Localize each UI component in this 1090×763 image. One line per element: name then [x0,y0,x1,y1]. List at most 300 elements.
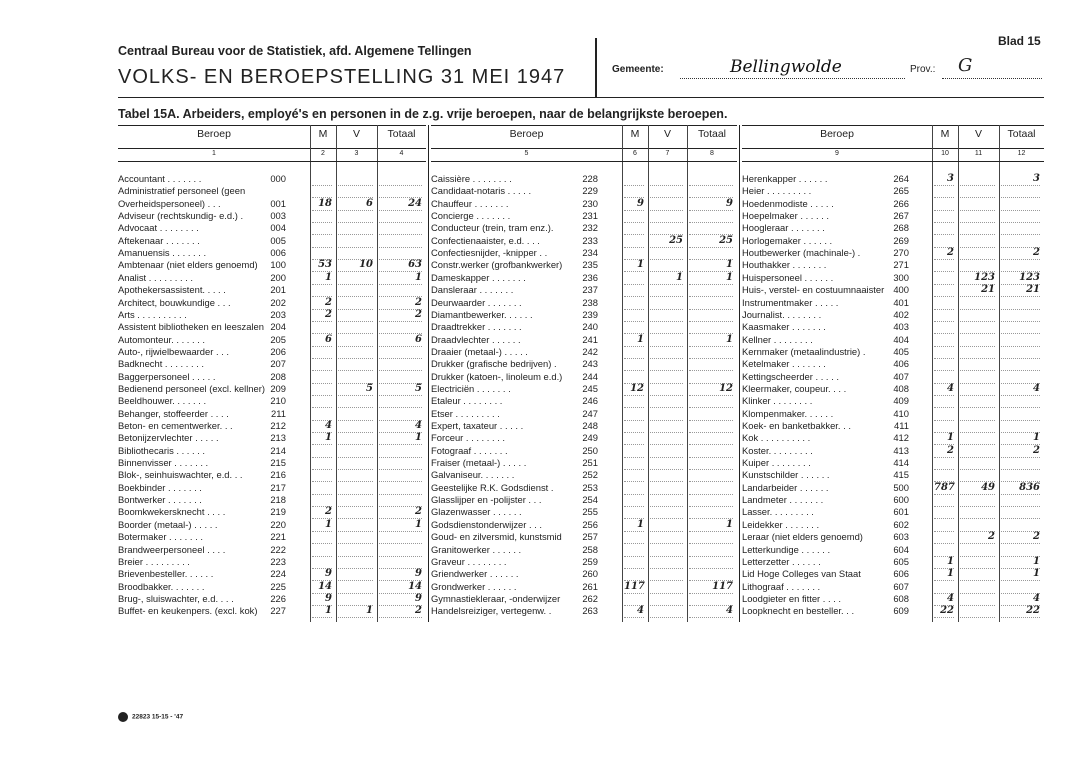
count-male[interactable]: 4 [624,605,644,618]
count-female[interactable] [338,222,373,235]
count-female[interactable] [650,420,683,433]
count-female[interactable] [650,593,683,606]
count-female[interactable] [960,605,995,618]
count-male[interactable]: 2 [934,445,954,458]
count-total[interactable] [689,395,733,408]
count-total[interactable] [379,284,422,297]
count-male[interactable]: 1 [624,519,644,532]
count-total[interactable] [1001,358,1040,371]
count-female[interactable] [338,506,373,519]
count-female[interactable] [960,222,995,235]
count-total[interactable]: 3 [1001,173,1040,186]
count-female[interactable] [960,420,995,433]
count-total[interactable] [689,210,733,223]
count-total[interactable] [689,321,733,334]
count-total[interactable]: 1 [689,334,733,347]
count-female[interactable] [650,531,683,544]
count-male[interactable]: 1 [624,334,644,347]
count-total[interactable] [1001,198,1040,211]
count-total[interactable] [1001,334,1040,347]
count-female[interactable] [960,259,995,272]
count-male[interactable] [624,568,644,581]
count-male[interactable] [934,210,954,223]
count-female[interactable] [960,593,995,606]
count-male[interactable] [624,395,644,408]
count-female[interactable] [338,321,373,334]
count-female[interactable] [650,222,683,235]
count-male[interactable]: 1 [934,568,954,581]
count-total[interactable] [379,222,422,235]
count-male[interactable] [934,371,954,384]
count-male[interactable] [312,494,332,507]
count-total[interactable] [1001,395,1040,408]
count-total[interactable] [379,173,422,186]
count-male[interactable]: 9 [624,198,644,211]
count-male[interactable] [624,371,644,384]
count-male[interactable] [312,321,332,334]
count-female[interactable] [338,494,373,507]
count-total[interactable] [689,494,733,507]
count-female[interactable] [338,432,373,445]
count-total[interactable] [1001,544,1040,557]
count-female[interactable] [650,358,683,371]
count-total[interactable] [1001,222,1040,235]
count-total[interactable] [689,432,733,445]
count-male[interactable]: 12 [624,383,644,396]
count-female[interactable] [650,457,683,470]
count-female[interactable] [650,445,683,458]
count-male[interactable]: 1 [312,605,332,618]
count-female[interactable] [650,432,683,445]
count-total[interactable]: 2 [379,297,422,310]
count-male[interactable] [934,198,954,211]
count-female[interactable] [960,371,995,384]
count-male[interactable] [624,457,644,470]
count-male[interactable]: 2 [934,247,954,260]
count-female[interactable] [650,371,683,384]
count-female[interactable] [650,544,683,557]
count-total[interactable]: 22 [1001,605,1040,618]
count-female[interactable]: 5 [338,383,373,396]
count-female[interactable]: 123 [960,272,995,285]
count-total[interactable]: 1 [689,519,733,532]
count-total[interactable]: 1 [1001,432,1040,445]
count-male[interactable]: 1 [312,432,332,445]
count-total[interactable] [689,346,733,359]
count-male[interactable]: 18 [312,198,332,211]
count-total[interactable]: 63 [379,259,422,272]
count-male[interactable] [312,185,332,198]
count-total[interactable] [1001,506,1040,519]
count-total[interactable] [1001,235,1040,248]
count-female[interactable] [650,605,683,618]
count-female[interactable] [960,334,995,347]
count-female[interactable] [338,408,373,421]
count-total[interactable]: 2 [1001,445,1040,458]
count-male[interactable] [312,210,332,223]
count-female[interactable] [960,408,995,421]
count-female[interactable] [650,198,683,211]
count-total[interactable] [379,445,422,458]
count-male[interactable] [934,297,954,310]
count-male[interactable] [624,506,644,519]
count-male[interactable] [934,544,954,557]
count-female[interactable]: 1 [338,605,373,618]
count-male[interactable] [624,420,644,433]
count-total[interactable] [379,556,422,569]
count-male[interactable] [934,235,954,248]
count-total[interactable] [1001,309,1040,322]
count-male[interactable] [934,358,954,371]
count-total[interactable]: 24 [379,198,422,211]
count-total[interactable]: 9 [689,198,733,211]
count-female[interactable] [650,506,683,519]
count-female[interactable] [338,593,373,606]
count-female[interactable] [338,469,373,482]
count-total[interactable] [1001,210,1040,223]
count-total[interactable] [689,457,733,470]
count-female[interactable] [338,395,373,408]
count-female[interactable] [338,284,373,297]
count-total[interactable] [379,358,422,371]
count-female[interactable] [960,198,995,211]
count-female[interactable] [338,173,373,186]
count-female[interactable] [960,506,995,519]
count-female[interactable] [650,469,683,482]
count-male[interactable]: 1 [934,432,954,445]
count-total[interactable] [689,185,733,198]
count-total[interactable]: 4 [689,605,733,618]
count-total[interactable] [689,371,733,384]
count-total[interactable]: 2 [379,309,422,322]
count-total[interactable] [689,482,733,495]
count-total[interactable]: 1 [379,519,422,532]
count-female[interactable] [338,482,373,495]
count-male[interactable] [624,482,644,495]
count-female[interactable] [338,334,373,347]
count-female[interactable] [338,581,373,594]
count-total[interactable]: 1 [1001,568,1040,581]
count-total[interactable] [1001,408,1040,421]
count-male[interactable] [934,581,954,594]
count-total[interactable] [689,173,733,186]
count-female[interactable] [338,519,373,532]
count-total[interactable] [689,408,733,421]
count-total[interactable] [379,531,422,544]
count-female[interactable] [960,309,995,322]
count-male[interactable]: 4 [934,383,954,396]
count-female[interactable] [338,556,373,569]
count-total[interactable] [1001,346,1040,359]
count-female[interactable] [960,568,995,581]
count-female[interactable] [338,531,373,544]
count-female[interactable] [960,469,995,482]
count-female[interactable] [338,210,373,223]
count-total[interactable] [689,222,733,235]
count-male[interactable] [934,408,954,421]
count-female[interactable]: 2 [960,531,995,544]
count-female[interactable] [960,185,995,198]
count-female[interactable] [338,544,373,557]
count-male[interactable] [934,395,954,408]
count-total[interactable] [689,506,733,519]
count-total[interactable] [1001,321,1040,334]
count-male[interactable] [624,173,644,186]
count-total[interactable] [379,247,422,260]
count-female[interactable] [338,185,373,198]
count-male[interactable]: 53 [312,259,332,272]
count-male[interactable] [624,235,644,248]
count-total[interactable]: 117 [689,581,733,594]
count-female[interactable]: 6 [338,198,373,211]
count-total[interactable] [379,210,422,223]
count-male[interactable] [934,457,954,470]
count-female[interactable] [960,457,995,470]
count-male[interactable] [312,544,332,557]
count-total[interactable]: 1 [689,259,733,272]
count-male[interactable]: 14 [312,581,332,594]
count-female[interactable] [650,309,683,322]
count-male[interactable]: 2 [312,309,332,322]
count-female[interactable] [960,321,995,334]
count-female[interactable] [650,556,683,569]
count-total[interactable]: 836 [1001,482,1040,495]
count-male[interactable] [624,210,644,223]
count-female[interactable] [650,173,683,186]
count-total[interactable] [689,531,733,544]
count-male[interactable] [934,272,954,285]
count-male[interactable]: 117 [624,580,645,592]
count-total[interactable]: 4 [1001,593,1040,606]
count-female[interactable] [650,346,683,359]
count-total[interactable]: 1 [1001,556,1040,569]
count-male[interactable] [624,408,644,421]
count-male[interactable] [312,284,332,297]
count-total[interactable] [1001,185,1040,198]
count-total[interactable] [689,358,733,371]
count-total[interactable]: 5 [379,383,422,396]
count-total[interactable]: 2 [379,605,422,618]
count-total[interactable] [379,408,422,421]
count-female[interactable] [650,321,683,334]
count-female[interactable] [960,581,995,594]
count-total[interactable]: 9 [379,568,422,581]
count-total[interactable] [689,309,733,322]
count-total[interactable] [379,371,422,384]
count-female[interactable] [960,297,995,310]
count-female[interactable] [650,284,683,297]
count-female[interactable] [960,383,995,396]
count-total[interactable] [1001,420,1040,433]
count-female[interactable] [650,408,683,421]
count-female[interactable] [960,358,995,371]
count-male[interactable]: 4 [934,593,954,606]
count-male[interactable] [624,494,644,507]
count-total[interactable] [379,469,422,482]
count-female[interactable]: 49 [960,482,995,495]
count-female[interactable] [650,334,683,347]
count-male[interactable] [934,494,954,507]
count-female[interactable] [650,494,683,507]
count-male[interactable] [624,284,644,297]
count-male[interactable] [934,321,954,334]
count-female[interactable] [338,358,373,371]
count-male[interactable]: 1 [624,259,644,272]
count-total[interactable]: 12 [689,383,733,396]
count-male[interactable] [934,531,954,544]
count-total[interactable] [1001,469,1040,482]
count-female[interactable] [338,445,373,458]
count-male[interactable] [624,309,644,322]
count-male[interactable] [312,457,332,470]
count-total[interactable] [379,235,422,248]
count-male[interactable] [624,432,644,445]
count-male[interactable] [934,222,954,235]
count-male[interactable] [624,556,644,569]
count-female[interactable] [960,556,995,569]
count-male[interactable] [312,531,332,544]
count-female[interactable] [650,568,683,581]
count-male[interactable] [312,383,332,396]
count-male[interactable] [312,445,332,458]
count-male[interactable] [934,284,954,297]
count-female[interactable] [650,383,683,396]
count-total[interactable] [689,420,733,433]
count-female[interactable] [338,247,373,260]
count-female[interactable] [960,173,995,186]
count-male[interactable] [934,309,954,322]
count-male[interactable] [312,556,332,569]
count-total[interactable]: 4 [379,420,422,433]
count-male[interactable]: 1 [312,272,332,285]
count-female[interactable] [960,247,995,260]
count-total[interactable] [379,185,422,198]
count-female[interactable] [338,568,373,581]
count-total[interactable] [1001,581,1040,594]
count-female[interactable] [960,494,995,507]
count-total[interactable]: 9 [379,593,422,606]
count-female[interactable] [338,309,373,322]
count-total[interactable] [1001,494,1040,507]
count-total[interactable] [1001,259,1040,272]
count-male[interactable] [624,346,644,359]
count-male[interactable] [624,222,644,235]
count-female[interactable] [338,420,373,433]
count-total[interactable] [689,593,733,606]
count-female[interactable] [650,210,683,223]
count-male[interactable]: 4 [312,420,332,433]
count-male[interactable] [312,408,332,421]
count-female[interactable] [338,457,373,470]
count-total[interactable] [1001,457,1040,470]
count-male[interactable]: 9 [312,568,332,581]
count-male[interactable] [624,544,644,557]
count-total[interactable] [379,321,422,334]
count-male[interactable]: 3 [934,173,954,186]
count-male[interactable] [312,247,332,260]
count-female[interactable] [650,581,683,594]
count-female[interactable] [650,482,683,495]
count-male[interactable] [624,247,644,260]
count-male[interactable] [312,482,332,495]
count-male[interactable]: 1 [312,519,332,532]
count-total[interactable] [689,445,733,458]
count-male[interactable] [624,185,644,198]
count-total[interactable] [689,247,733,260]
count-male[interactable] [934,519,954,532]
count-female[interactable] [338,371,373,384]
count-male[interactable]: 1 [934,556,954,569]
count-male[interactable] [934,185,954,198]
count-female[interactable] [960,432,995,445]
count-male[interactable] [624,593,644,606]
count-male[interactable]: 2 [312,506,332,519]
count-total[interactable] [379,457,422,470]
count-male[interactable] [312,371,332,384]
count-total[interactable] [379,544,422,557]
count-female[interactable] [650,297,683,310]
count-total[interactable] [379,395,422,408]
count-male[interactable] [312,173,332,186]
count-male[interactable] [934,259,954,272]
count-male[interactable]: 6 [312,334,332,347]
count-male[interactable]: 22 [934,605,954,618]
count-male[interactable] [624,531,644,544]
count-total[interactable]: 4 [1001,383,1040,396]
count-male[interactable] [934,346,954,359]
count-total[interactable] [689,568,733,581]
count-total[interactable]: 123 [1001,272,1040,285]
count-female[interactable] [960,445,995,458]
count-total[interactable] [1001,297,1040,310]
count-total[interactable] [689,297,733,310]
count-female[interactable] [960,346,995,359]
count-male[interactable] [312,469,332,482]
count-male[interactable]: 787 [934,481,955,493]
count-male[interactable] [312,346,332,359]
count-male[interactable] [624,445,644,458]
count-male[interactable] [312,358,332,371]
count-male[interactable] [624,297,644,310]
count-total[interactable] [379,346,422,359]
count-female[interactable] [960,519,995,532]
count-total[interactable]: 21 [1001,284,1040,297]
count-male[interactable]: 9 [312,593,332,606]
count-total[interactable]: 1 [379,272,422,285]
count-total[interactable] [689,469,733,482]
count-female[interactable] [650,247,683,260]
count-male[interactable] [934,469,954,482]
count-total[interactable]: 25 [689,235,733,248]
count-male[interactable] [934,334,954,347]
count-total[interactable]: 2 [379,506,422,519]
count-female[interactable]: 10 [338,259,373,272]
count-female[interactable] [338,235,373,248]
count-total[interactable] [379,494,422,507]
count-male[interactable] [312,395,332,408]
count-female[interactable] [650,185,683,198]
count-total[interactable] [1001,371,1040,384]
count-total[interactable]: 14 [379,581,422,594]
count-male[interactable] [312,235,332,248]
count-male[interactable] [624,358,644,371]
count-total[interactable] [379,482,422,495]
count-total[interactable]: 6 [379,334,422,347]
count-total[interactable] [1001,519,1040,532]
count-total[interactable] [689,284,733,297]
count-total[interactable]: 2 [1001,247,1040,260]
count-female[interactable] [650,519,683,532]
